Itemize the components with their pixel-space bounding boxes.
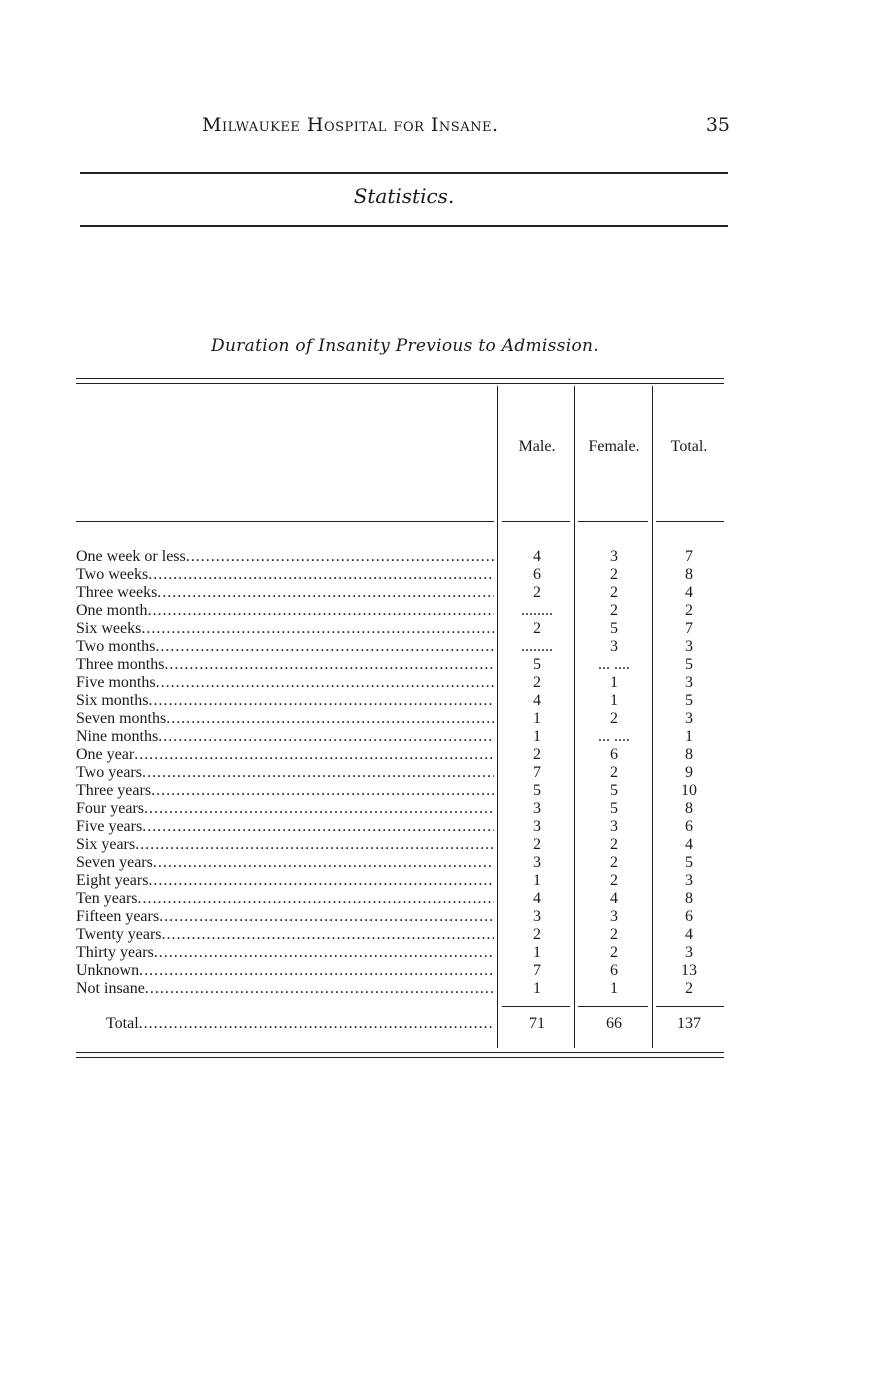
row-total: 3 [685,710,693,727]
running-head [80,114,730,140]
row-total: 8 [685,800,693,817]
row-label: Three months ..... [76,656,494,674]
row-label: Fifteen years ..... [76,908,494,926]
row-female: 6 [610,962,618,979]
table-top-rule [76,378,724,384]
row-label: Seven months ..... [76,710,494,728]
row-total: 7 [685,548,693,565]
sum-rule [502,1006,570,1007]
row-female: 6 [610,746,618,763]
row-label: Eight years ..... [76,872,494,890]
column-header-male: Male. [518,438,556,455]
row-male: 7 [533,962,541,979]
table-row [76,962,724,980]
table-row [76,548,724,566]
row-female: 1 [610,980,618,997]
row-male: 6 [533,566,541,583]
row-label: Nine months ..... [76,728,494,746]
column-header-total: Total. [670,438,708,455]
row-total: 3 [685,674,693,691]
row-total: 4 [685,926,693,943]
table-row [76,674,724,692]
header-underline [502,521,570,522]
row-label: Two months ..... [76,638,494,656]
row-male: 4 [533,692,541,709]
row-total: 3 [685,944,693,961]
row-total: 2 [685,980,693,997]
statistics-table [76,378,724,1068]
row-male: 1 [533,710,541,727]
row-total: 8 [685,746,693,763]
row-total: 5 [685,656,693,673]
table-row [76,638,724,656]
row-total: 13 [681,962,697,979]
table-row [76,656,724,674]
table-row [76,944,724,962]
row-label: One year ..... [76,746,494,764]
row-total: 4 [685,584,693,601]
row-male: 7 [533,764,541,781]
table-row [76,764,724,782]
header-underline [656,521,724,522]
total-row [76,1014,724,1034]
row-label: Five years ..... [76,818,494,836]
row-female: 3 [610,908,618,925]
row-female: 2 [610,584,618,601]
table-row [76,980,724,998]
table-body [76,548,724,998]
row-label: Six years ..... [76,836,494,854]
row-total: 1 [685,728,693,745]
column-header-female: Female. [588,438,640,455]
row-female: 2 [610,872,618,889]
total-male: 71 [529,1015,545,1032]
row-female: 2 [610,566,618,583]
row-female: 2 [610,764,618,781]
row-male: 5 [533,782,541,799]
row-female: ... .... [598,728,630,745]
header-rule-bottom [80,225,728,227]
row-label: Six weeks ..... [76,620,494,638]
row-female: 2 [610,944,618,961]
row-male: 1 [533,980,541,997]
row-label: Five months ..... [76,674,494,692]
table-row [76,584,724,602]
row-male: 1 [533,728,541,745]
page-number: 35 [705,114,730,136]
table-caption: Duration of Insanity Previous to Admission. [211,336,599,356]
table-row [76,710,724,728]
row-label: Seven years ..... [76,854,494,872]
table-row [76,854,724,872]
table-row [76,620,724,638]
row-male: 3 [533,854,541,871]
row-male: 3 [533,818,541,835]
row-male: 2 [533,620,541,637]
row-female: 2 [610,602,618,619]
row-female: ... .... [598,656,630,673]
table-row [76,692,724,710]
row-male: 2 [533,926,541,943]
row-label: Two years ..... [76,764,494,782]
row-female: 2 [610,854,618,871]
sum-rule [656,1006,724,1007]
table-row [76,908,724,926]
table-row [76,800,724,818]
row-total: 10 [681,782,697,799]
row-total: 8 [685,890,693,907]
row-total: 6 [685,818,693,835]
row-male: 2 [533,674,541,691]
row-male: 4 [533,890,541,907]
row-male: 5 [533,656,541,673]
row-female: 1 [610,674,618,691]
row-male: 2 [533,836,541,853]
table-row [76,872,724,890]
row-male: 3 [533,800,541,817]
total-label: Total ..... [106,1014,494,1034]
row-total: 5 [685,692,693,709]
row-male: ........ [521,638,553,655]
table-row [76,566,724,584]
row-female: 5 [610,620,618,637]
table-row [76,836,724,854]
sum-rule [578,1006,648,1007]
total-female: 66 [606,1015,622,1032]
row-total: 8 [685,566,693,583]
row-total: 4 [685,836,693,853]
row-female: 2 [610,836,618,853]
row-female: 5 [610,782,618,799]
row-female: 3 [610,548,618,565]
row-label: Twenty years ..... [76,926,494,944]
row-female: 2 [610,926,618,943]
running-title: Milwaukee Hospital for Insane. [202,114,499,136]
row-total: 2 [685,602,693,619]
row-label: Ten years ..... [76,890,494,908]
row-male: 3 [533,908,541,925]
row-female: 4 [610,890,618,907]
row-female: 3 [610,818,618,835]
section-title: Statistics. [353,184,455,208]
row-label: Three years ..... [76,782,494,800]
row-total: 7 [685,620,693,637]
row-male: 4 [533,548,541,565]
row-label: Not insane ..... [76,980,494,998]
header-underline [578,521,648,522]
row-label: Six months ..... [76,692,494,710]
header-rule-top [80,172,728,174]
row-total: 3 [685,638,693,655]
row-label: Two weeks ..... [76,566,494,584]
table-row [76,782,724,800]
row-total: 3 [685,872,693,889]
table-row [76,746,724,764]
table-row [76,890,724,908]
row-male: 1 [533,944,541,961]
row-male: ........ [521,602,553,619]
row-female: 2 [610,710,618,727]
row-label: Thirty years ..... [76,944,494,962]
table-row [76,818,724,836]
row-total: 5 [685,854,693,871]
row-male: 2 [533,584,541,601]
row-male: 1 [533,872,541,889]
table-row [76,602,724,620]
table-row [76,926,724,944]
row-label: Three weeks ..... [76,584,494,602]
row-total: 6 [685,908,693,925]
row-label: Unknown ..... [76,962,494,980]
row-label: Four years ..... [76,800,494,818]
row-total: 9 [685,764,693,781]
table-row [76,728,724,746]
row-male: 2 [533,746,541,763]
header-underline [76,521,494,522]
row-label: One week or less ..... [76,548,494,566]
row-female: 5 [610,800,618,817]
row-female: 1 [610,692,618,709]
table-bottom-rule [76,1052,724,1058]
total-total: 137 [677,1015,701,1032]
row-label: One month ..... [76,602,494,620]
row-female: 3 [610,638,618,655]
